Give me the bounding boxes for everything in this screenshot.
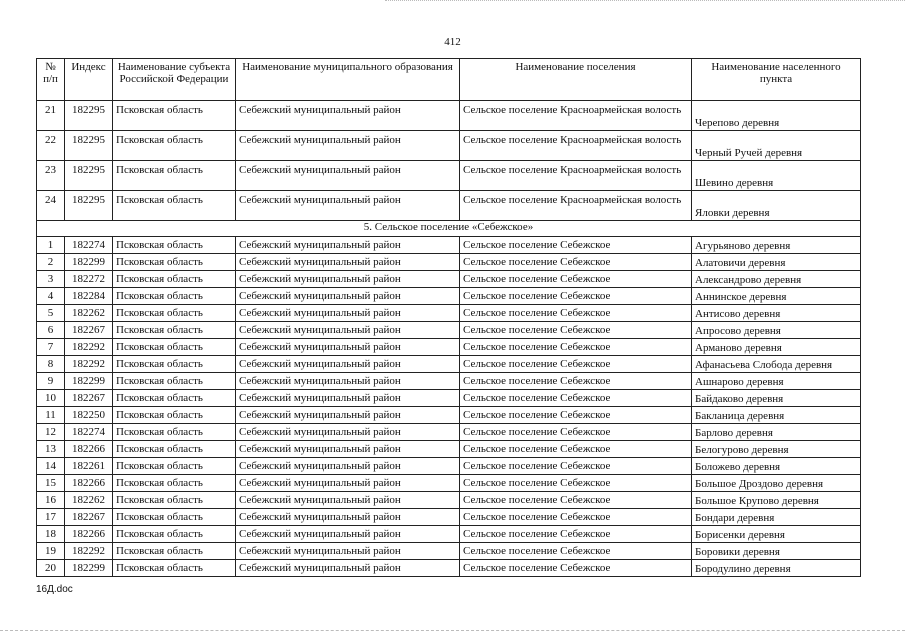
cell-locality: Байдаково деревня: [692, 390, 861, 407]
cell-subject: Псковская область: [113, 237, 236, 254]
cell-subject: Псковская область: [113, 373, 236, 390]
cell-num: 9: [37, 373, 65, 390]
cell-settlement: Сельское поселение Себежское: [460, 424, 692, 441]
cell-settlement: Сельское поселение Себежское: [460, 373, 692, 390]
cell-locality: Черепово деревня: [692, 101, 861, 131]
cell-municipality: Себежский муниципальный район: [236, 424, 460, 441]
cell-municipality: Себежский муниципальный район: [236, 356, 460, 373]
cell-index: 182292: [65, 339, 113, 356]
cell-num: 6: [37, 322, 65, 339]
cell-locality: Шевино деревня: [692, 161, 861, 191]
table-row: [37, 475, 861, 492]
table-row: [37, 305, 861, 322]
cell-subject: Псковская область: [113, 458, 236, 475]
cell-subject: Псковская область: [113, 560, 236, 577]
section-title: 5. Сельское поселение «Себежское»: [37, 221, 861, 237]
cell-index: 182284: [65, 288, 113, 305]
cell-index: 182262: [65, 492, 113, 509]
table-row: [37, 390, 861, 407]
table-row: [37, 271, 861, 288]
header-subject: Наименование субъекта Российской Федерации: [113, 59, 236, 101]
cell-index: 182299: [65, 560, 113, 577]
cell-index: 182295: [65, 161, 113, 191]
table-row: [37, 322, 861, 339]
cell-subject: Псковская область: [113, 271, 236, 288]
cell-municipality: Себежский муниципальный район: [236, 475, 460, 492]
table-row: [37, 509, 861, 526]
cell-municipality: Себежский муниципальный район: [236, 131, 460, 161]
cell-municipality: Себежский муниципальный район: [236, 322, 460, 339]
table-row: [37, 339, 861, 356]
cell-settlement: Сельское поселение Красноармейская волость: [460, 131, 692, 161]
cell-index: 182292: [65, 543, 113, 560]
cell-index: 182299: [65, 254, 113, 271]
cell-subject: Псковская область: [113, 161, 236, 191]
cell-subject: Псковская область: [113, 131, 236, 161]
table-row: [37, 560, 861, 577]
cell-index: 182250: [65, 407, 113, 424]
cell-num: 3: [37, 271, 65, 288]
cell-index: 182272: [65, 271, 113, 288]
cell-settlement: Сельское поселение Себежское: [460, 305, 692, 322]
cell-settlement: Сельское поселение Себежское: [460, 390, 692, 407]
cell-locality: Белогурово деревня: [692, 441, 861, 458]
cell-subject: Псковская область: [113, 339, 236, 356]
cell-municipality: Себежский муниципальный район: [236, 458, 460, 475]
table-body-top: [37, 101, 861, 221]
cell-num: 21: [37, 101, 65, 131]
table-row: [37, 458, 861, 475]
cell-num: 18: [37, 526, 65, 543]
cell-locality: Аннинское деревня: [692, 288, 861, 305]
cell-locality: Большое Крупово деревня: [692, 492, 861, 509]
table-header-row: [37, 59, 861, 101]
cell-settlement: Сельское поселение Себежское: [460, 339, 692, 356]
table-row: [37, 492, 861, 509]
cell-municipality: Себежский муниципальный район: [236, 161, 460, 191]
cell-index: 182295: [65, 191, 113, 221]
header-index: Индекс: [65, 59, 113, 101]
cell-index: 182274: [65, 237, 113, 254]
cell-municipality: Себежский муниципальный район: [236, 492, 460, 509]
cell-municipality: Себежский муниципальный район: [236, 237, 460, 254]
cell-locality: Боложево деревня: [692, 458, 861, 475]
table-row: [37, 441, 861, 458]
cell-num: 15: [37, 475, 65, 492]
cell-subject: Псковская область: [113, 492, 236, 509]
cell-num: 20: [37, 560, 65, 577]
cell-locality: Афанасьева Слобода деревня: [692, 356, 861, 373]
cell-subject: Псковская область: [113, 441, 236, 458]
cell-municipality: Себежский муниципальный район: [236, 526, 460, 543]
cell-municipality: Себежский муниципальный район: [236, 191, 460, 221]
cell-num: 23: [37, 161, 65, 191]
cell-num: 24: [37, 191, 65, 221]
cell-subject: Псковская область: [113, 475, 236, 492]
cell-municipality: Себежский муниципальный район: [236, 373, 460, 390]
cell-municipality: Себежский муниципальный район: [236, 441, 460, 458]
table-row: [37, 131, 861, 161]
cell-index: 182266: [65, 475, 113, 492]
cell-municipality: Себежский муниципальный район: [236, 560, 460, 577]
cell-index: 182295: [65, 101, 113, 131]
cell-settlement: Сельское поселение Себежское: [460, 356, 692, 373]
cell-num: 19: [37, 543, 65, 560]
cell-subject: Псковская область: [113, 509, 236, 526]
cell-index: 182299: [65, 373, 113, 390]
cell-num: 17: [37, 509, 65, 526]
cell-index: 182266: [65, 526, 113, 543]
cell-locality: Яловки деревня: [692, 191, 861, 221]
cell-municipality: Себежский муниципальный район: [236, 271, 460, 288]
cell-num: 12: [37, 424, 65, 441]
cell-num: 7: [37, 339, 65, 356]
cell-settlement: Сельское поселение Красноармейская волость: [460, 191, 692, 221]
table-row: [37, 237, 861, 254]
cell-settlement: Сельское поселение Себежское: [460, 254, 692, 271]
cell-locality: Боровики деревня: [692, 543, 861, 560]
cell-locality: Алатовичи деревня: [692, 254, 861, 271]
cell-settlement: Сельское поселение Себежское: [460, 237, 692, 254]
cell-municipality: Себежский муниципальный район: [236, 101, 460, 131]
cell-locality: Большое Дроздово деревня: [692, 475, 861, 492]
cell-subject: Псковская область: [113, 543, 236, 560]
cell-subject: Псковская область: [113, 288, 236, 305]
cell-settlement: Сельское поселение Себежское: [460, 543, 692, 560]
table-row: [37, 543, 861, 560]
cell-index: 182267: [65, 322, 113, 339]
cell-subject: Псковская область: [113, 407, 236, 424]
cell-municipality: Себежский муниципальный район: [236, 390, 460, 407]
cell-locality: Барлово деревня: [692, 424, 861, 441]
cell-settlement: Сельское поселение Себежское: [460, 509, 692, 526]
cell-subject: Псковская область: [113, 191, 236, 221]
cell-municipality: Себежский муниципальный район: [236, 407, 460, 424]
cell-subject: Псковская область: [113, 356, 236, 373]
cell-locality: Борисенки деревня: [692, 526, 861, 543]
cell-locality: Бакланица деревня: [692, 407, 861, 424]
cell-num: 16: [37, 492, 65, 509]
cell-num: 22: [37, 131, 65, 161]
cell-locality: Бородулино деревня: [692, 560, 861, 577]
table-row: [37, 191, 861, 221]
cell-index: 182262: [65, 305, 113, 322]
cell-settlement: Сельское поселение Себежское: [460, 288, 692, 305]
cell-subject: Псковская область: [113, 254, 236, 271]
cell-subject: Псковская область: [113, 322, 236, 339]
cell-municipality: Себежский муниципальный район: [236, 339, 460, 356]
cell-municipality: Себежский муниципальный район: [236, 509, 460, 526]
cell-subject: Псковская область: [113, 390, 236, 407]
cell-settlement: Сельское поселение Себежское: [460, 492, 692, 509]
cell-municipality: Себежский муниципальный район: [236, 543, 460, 560]
cell-index: 182274: [65, 424, 113, 441]
table-row: [37, 288, 861, 305]
cell-index: 182261: [65, 458, 113, 475]
cell-settlement: Сельское поселение Себежское: [460, 458, 692, 475]
cell-index: 182267: [65, 509, 113, 526]
cell-num: 1: [37, 237, 65, 254]
cell-subject: Псковская область: [113, 101, 236, 131]
table-row: [37, 254, 861, 271]
cell-locality: Александрово деревня: [692, 271, 861, 288]
table-row: [37, 407, 861, 424]
cell-index: 182266: [65, 441, 113, 458]
cell-locality: Апросово деревня: [692, 322, 861, 339]
cell-num: 13: [37, 441, 65, 458]
table-row: [37, 356, 861, 373]
cell-index: 182295: [65, 131, 113, 161]
cell-municipality: Себежский муниципальный район: [236, 305, 460, 322]
table-body-section: [37, 237, 861, 577]
cell-settlement: Сельское поселение Себежское: [460, 441, 692, 458]
cell-index: 182292: [65, 356, 113, 373]
cell-subject: Псковская область: [113, 305, 236, 322]
header-municipality: Наименование муниципального образования: [236, 59, 460, 101]
section-row: [37, 221, 861, 237]
cell-num: 10: [37, 390, 65, 407]
cell-settlement: Сельское поселение Себежское: [460, 407, 692, 424]
table-row: [37, 373, 861, 390]
cell-settlement: Сельское поселение Себежское: [460, 560, 692, 577]
scan-edge-bottom: [0, 630, 905, 632]
cell-municipality: Себежский муниципальный район: [236, 288, 460, 305]
page-number: 412: [444, 36, 461, 48]
table-row: [37, 526, 861, 543]
cell-num: 11: [37, 407, 65, 424]
cell-locality: Бондари деревня: [692, 509, 861, 526]
cell-locality: Агурьяново деревня: [692, 237, 861, 254]
header-num: № п/п: [37, 59, 65, 101]
cell-num: 5: [37, 305, 65, 322]
cell-settlement: Сельское поселение Себежское: [460, 475, 692, 492]
cell-locality: Арманово деревня: [692, 339, 861, 356]
cell-locality: Черный Ручей деревня: [692, 131, 861, 161]
settlements-table: [36, 58, 861, 577]
header-settlement: Наименование поселения: [460, 59, 692, 101]
cell-municipality: Себежский муниципальный район: [236, 254, 460, 271]
table-row: [37, 101, 861, 131]
cell-settlement: Сельское поселение Себежское: [460, 322, 692, 339]
cell-locality: Антисово деревня: [692, 305, 861, 322]
cell-settlement: Сельское поселение Себежское: [460, 271, 692, 288]
cell-index: 182267: [65, 390, 113, 407]
cell-num: 8: [37, 356, 65, 373]
cell-subject: Псковская область: [113, 424, 236, 441]
cell-subject: Псковская область: [113, 526, 236, 543]
cell-settlement: Сельское поселение Красноармейская волость: [460, 161, 692, 191]
cell-settlement: Сельское поселение Себежское: [460, 526, 692, 543]
cell-locality: Ашнарово деревня: [692, 373, 861, 390]
header-locality: Наименование населенного пункта: [692, 59, 861, 101]
scan-edge-top: [385, 0, 905, 2]
table-row: [37, 424, 861, 441]
cell-num: 4: [37, 288, 65, 305]
cell-num: 2: [37, 254, 65, 271]
section-header: [37, 221, 861, 237]
table-row: [37, 161, 861, 191]
cell-settlement: Сельское поселение Красноармейская волость: [460, 101, 692, 131]
file-name-footer: 16Д.doc: [36, 584, 73, 595]
cell-num: 14: [37, 458, 65, 475]
